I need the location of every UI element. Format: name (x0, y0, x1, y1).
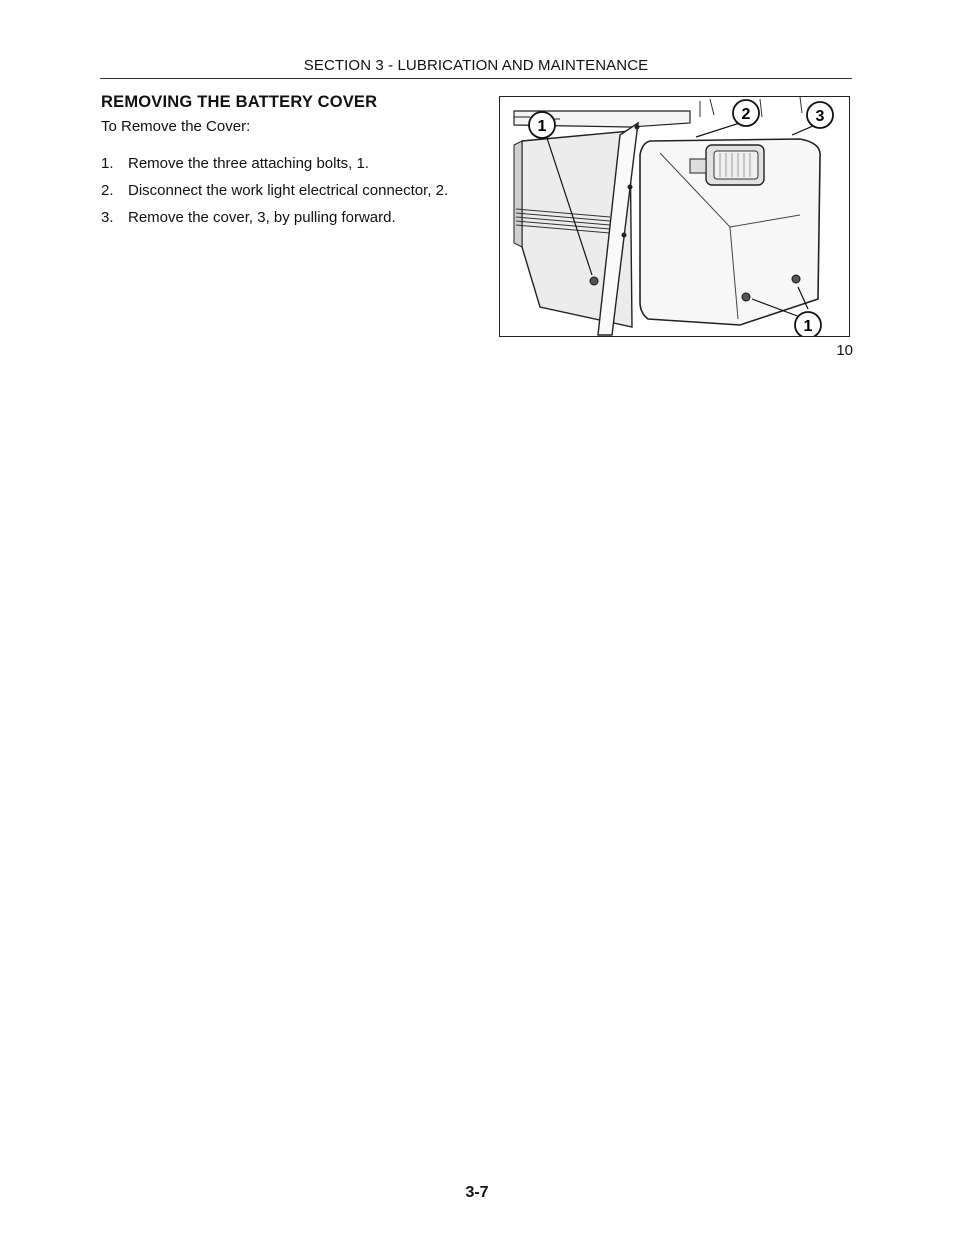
battery-cover-drawing (500, 97, 850, 337)
step-item (101, 182, 448, 209)
step-number: 3. (101, 209, 114, 226)
page-number: 3-7 (465, 1184, 489, 1201)
step-text: Disconnect the work light electrical connector, 2. (128, 182, 449, 199)
work-light-lens (714, 151, 758, 179)
callout-label: 2 (741, 106, 751, 123)
step-number: 1. (101, 155, 114, 172)
bar-bolt (635, 125, 640, 130)
intro-text: To Remove the Cover: (101, 118, 251, 135)
bolt (792, 275, 800, 283)
light-connector (690, 159, 706, 173)
header-divider (100, 78, 852, 79)
callout-label: 3 (815, 108, 825, 125)
housing-edge (514, 141, 522, 247)
bolt (590, 277, 598, 285)
step-number: 2. (101, 182, 114, 199)
callout-label: 1 (803, 318, 813, 335)
step-item (101, 209, 448, 236)
running-header: SECTION 3 - LUBRICATION AND MAINTENANCE (303, 57, 649, 74)
figure-number: 10 (836, 342, 853, 359)
bolt (742, 293, 750, 301)
step-text: Remove the three attaching bolts, 1. (128, 155, 369, 172)
procedure-steps (101, 155, 448, 236)
callout-label: 1 (537, 118, 547, 135)
bar-bolt (622, 233, 627, 238)
section-heading: REMOVING THE BATTERY COVER (101, 93, 378, 111)
battery-cover-illustration (499, 96, 850, 337)
step-item (101, 155, 448, 182)
step-text: Remove the cover, 3, by pulling forward. (128, 209, 396, 226)
bar-bolt (628, 185, 633, 190)
